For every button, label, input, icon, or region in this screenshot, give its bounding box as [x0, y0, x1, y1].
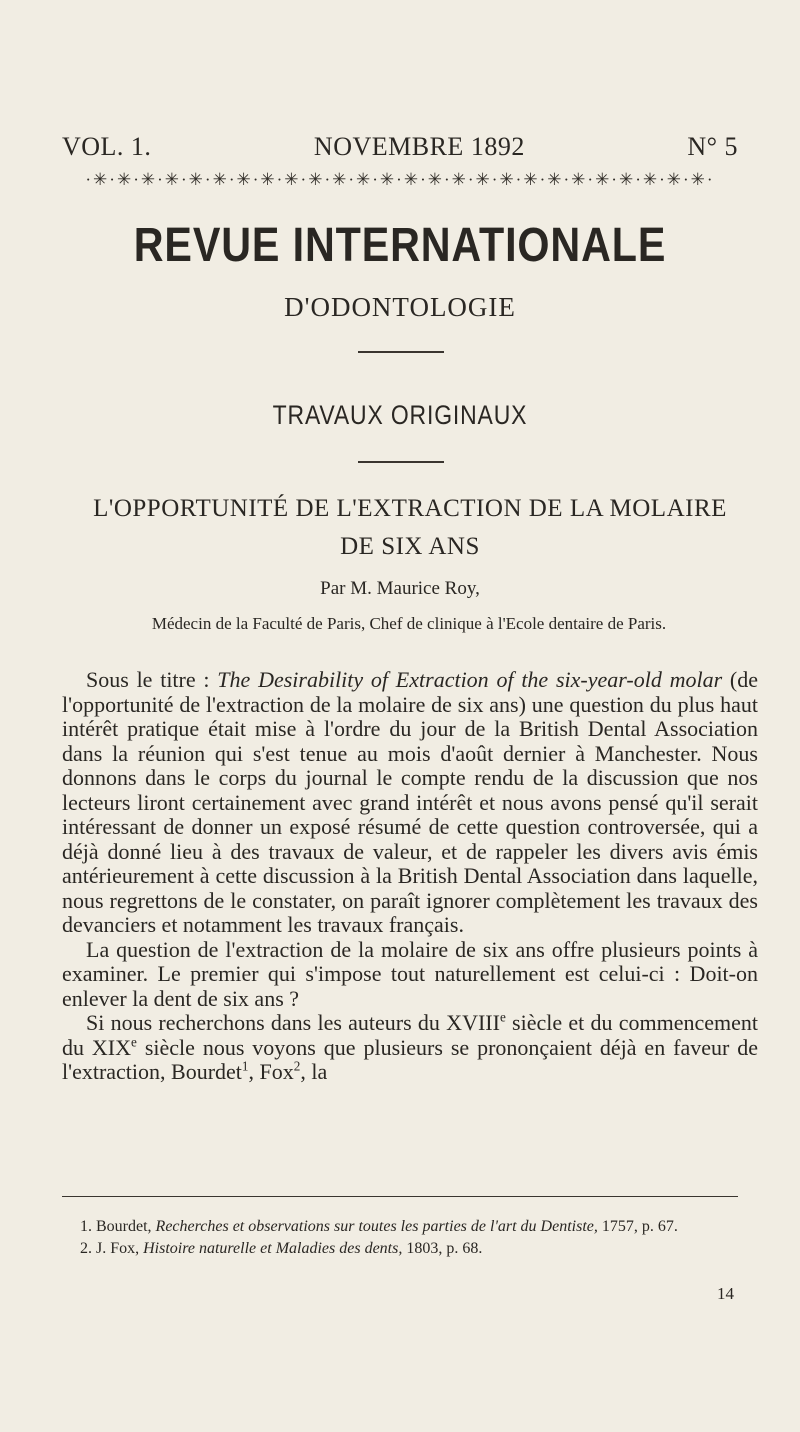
paragraph-3: Si nous recherchons dans les auteurs du XVIIIe siècle et du commencement du XIXe siècle nous voyons que plusieurs se prononçaient déjà en faveur de l'extraction, Bourdet$^1$, Fox$^2$, la — [62, 1009, 758, 1084]
footnote-ref-1: 1 — [241, 1058, 249, 1074]
footnote-ref-2: 2 — [293, 1058, 301, 1074]
footnote-2: 2. J. Fox, Histoire naturelle et Maladies des dents, 1803, p. 68. — [80, 1240, 483, 1257]
running-header — [62, 132, 738, 162]
article-title-line-2: DE SIX ANS — [340, 533, 480, 560]
paragraph-2: La question de l'extraction de la molaire de six ans offre plusieurs points à examiner. Le premier qui s'impose tout naturellement est celui-ci : Doit-on enlever la dent de six ans ? — [62, 936, 758, 1011]
ornamental-border: ·✳·✳·✳·✳·✳·✳·✳·✳·✳·✳·✳·✳·✳·✳·✳·✳·✳·✳·✳·✳·✳·✳·✳·✳·✳·✳· — [85, 170, 715, 189]
article-title-line-1: L'OPPORTUNITÉ DE L'EXTRACTION DE LA MOLAIRE — [93, 495, 727, 522]
section-divider — [358, 461, 444, 463]
section-title: TRAVAUX ORIGINAUX — [272, 400, 528, 430]
footnotes — [62, 1218, 758, 1262]
journal-title: REVUE INTERNATIONALE — [133, 219, 667, 272]
english-title: The Desirability of Extraction of the six-year-old molar — [217, 667, 723, 692]
paragraph-1: Sous le titre : The Desirability of Extraction of the six-year-old molar (de l'opportunité de l'extraction de la molaire de six ans) une question du plus haut intérêt pratique était mise à l'ordre du jour de la British Dental Association dans la réunion qui s'est tenue au mois d'août dernier à Manchester. Nous donnons dans le corps du journal le compte rendu de la discussion que nos lecteurs liront certainement avec grand intérêt et nous avons pensé qu'il serait intéressant de donner un exposé résumé de cette question controversée, qui a déjà donné lieu à des travaux de valeur, et de rappeler les divers avis émis antérieurement à cette discussion à la British Dental Association dans laquelle, nous regrettons de le constater, on paraît ignorer complètement les travaux des devanciers et notamment les travaux français. — [62, 667, 759, 937]
issue-date: NOVEMBRE 1892 — [313, 132, 525, 161]
volume-label: VOL. 1. — [62, 132, 152, 161]
title-divider — [358, 351, 444, 353]
author-byline: Par M. Maurice Roy, — [320, 578, 480, 599]
footnote-divider — [62, 1196, 738, 1197]
page-number: 14 — [717, 1284, 734, 1303]
footnote-1: 1. Bourdet, Recherches et observations sur toutes les parties de l'art du Dentiste, 1757, p. 67. — [80, 1218, 678, 1235]
journal-subtitle: D'ODONTOLOGIE — [284, 292, 516, 322]
article-title — [60, 490, 760, 566]
author-affiliation: Médecin de la Faculté de Paris, Chef de clinique à l'Ecole dentaire de Paris. — [151, 614, 667, 633]
issue-number: N° 5 — [687, 132, 738, 161]
article-body — [62, 668, 758, 1085]
